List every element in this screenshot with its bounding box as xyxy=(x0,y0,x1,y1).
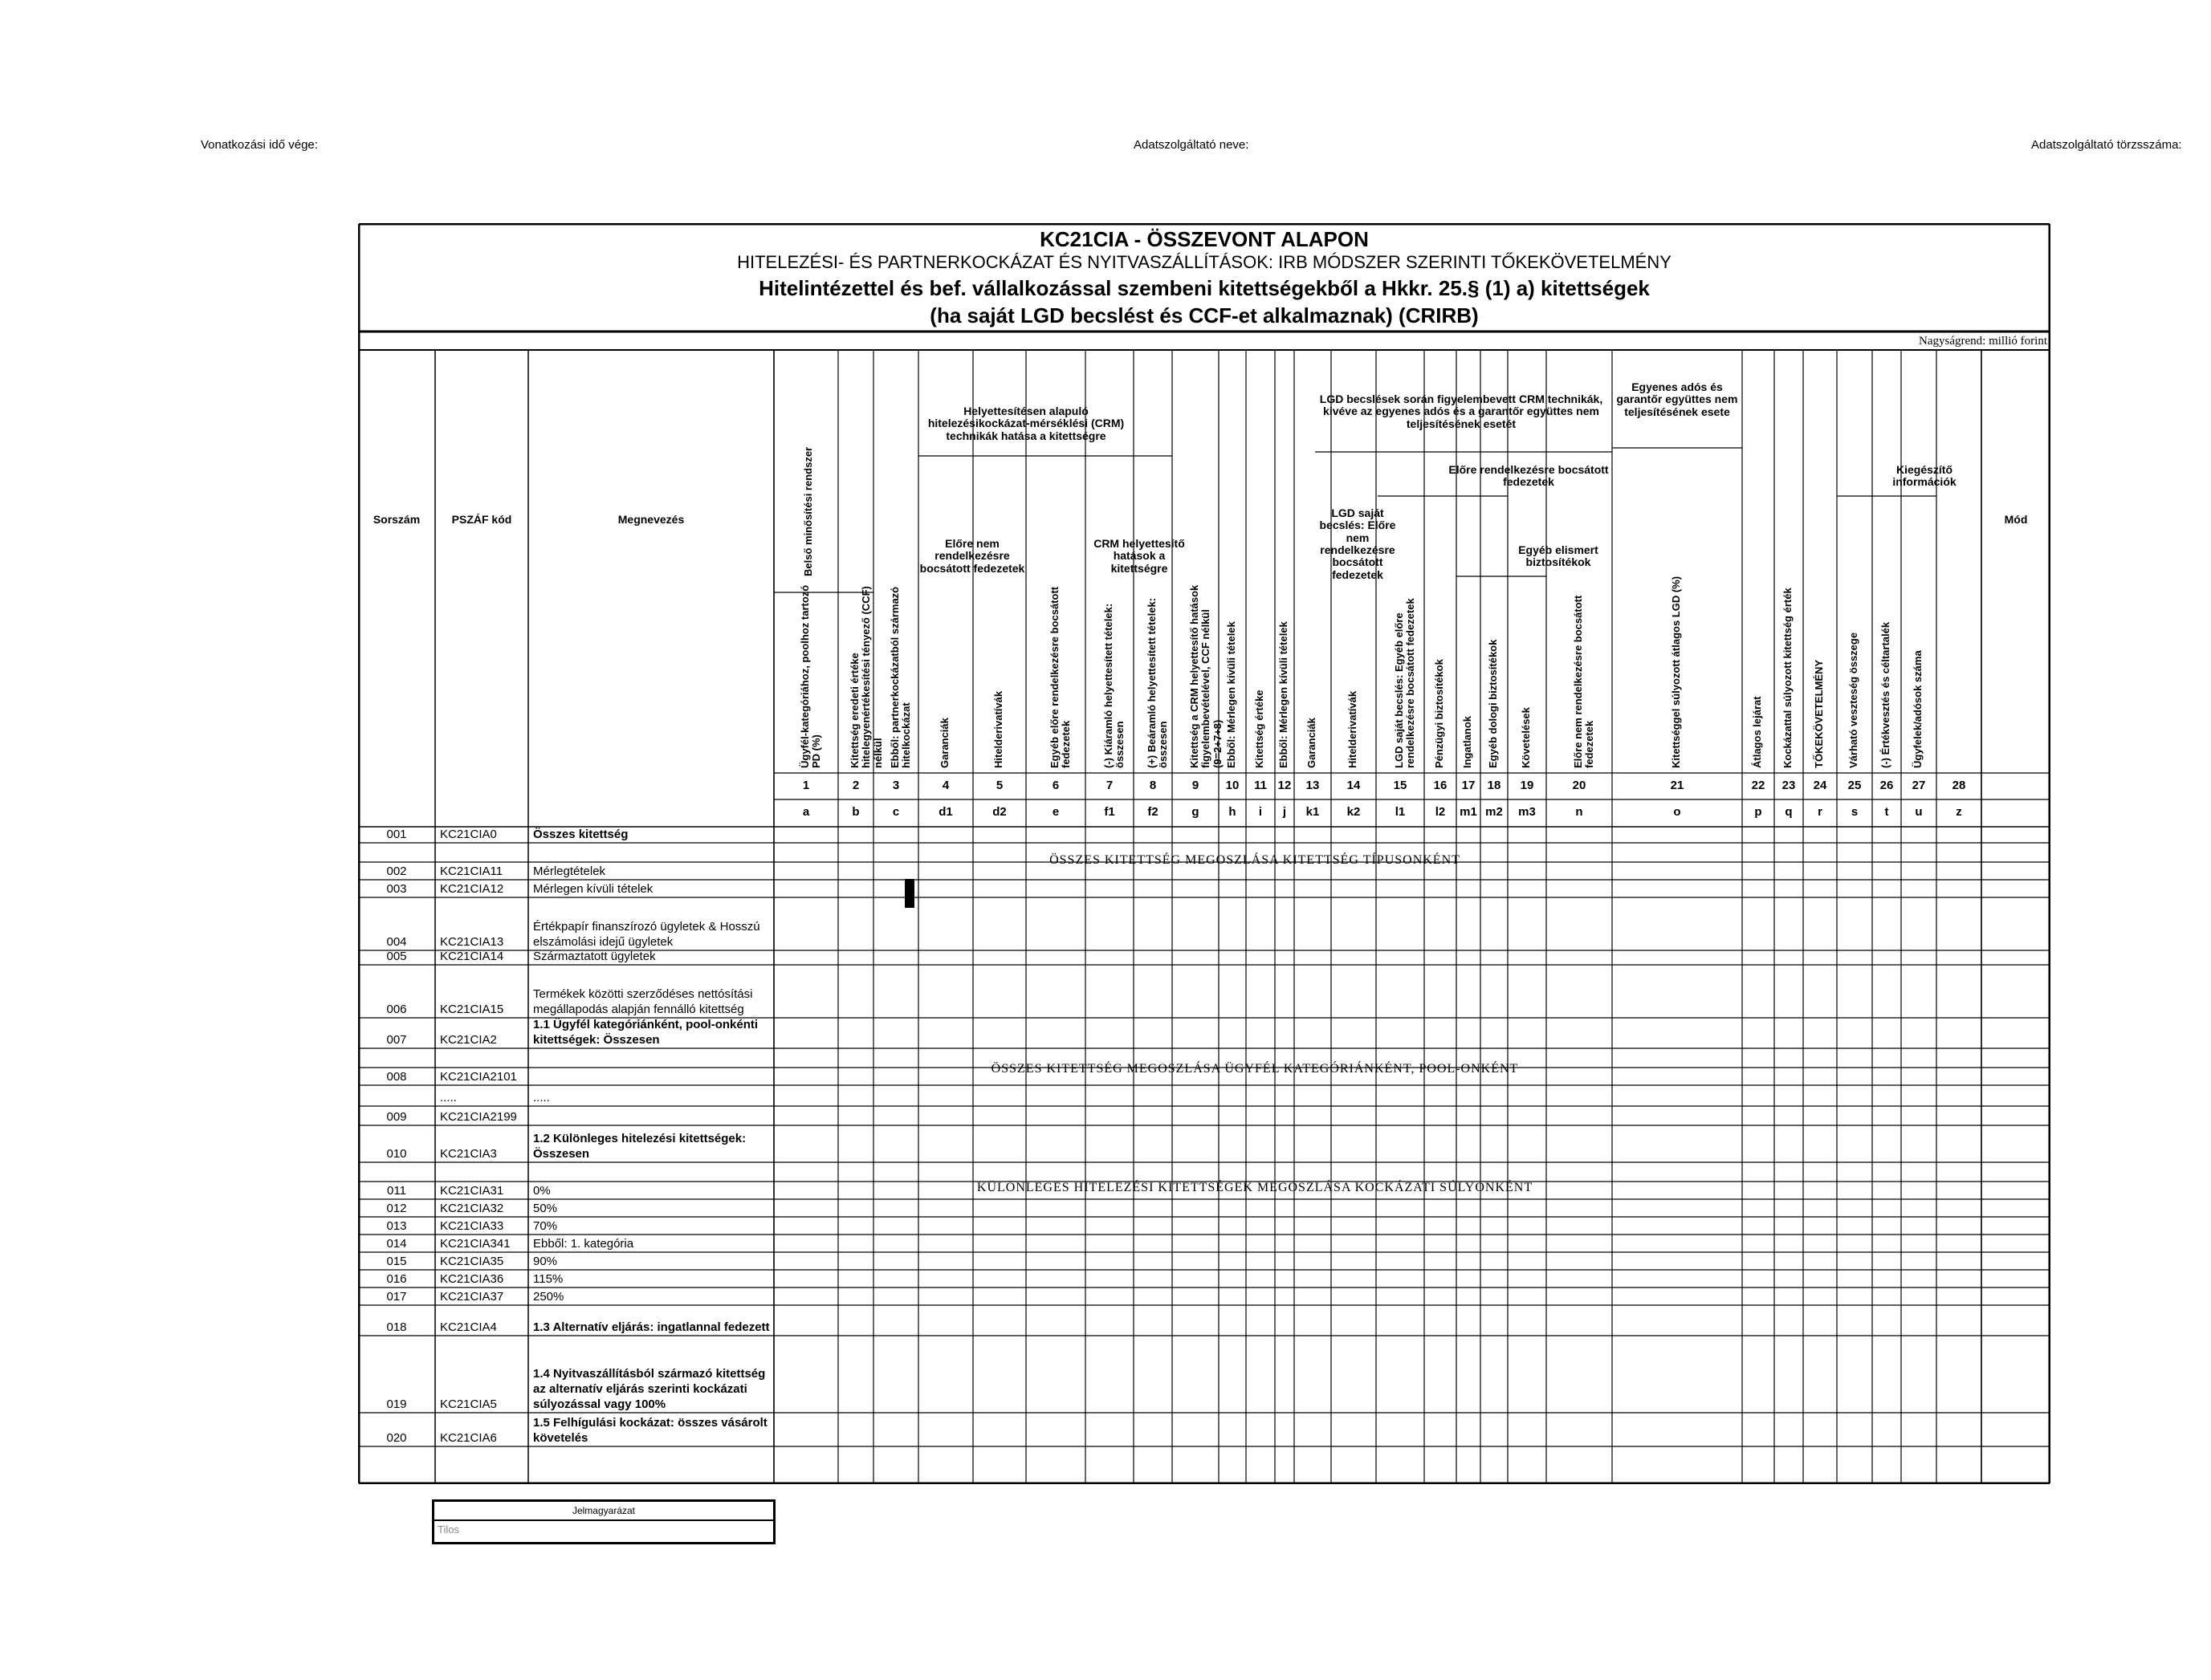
report-form xyxy=(358,223,2050,1484)
column-header-25: Várható veszteség összege xyxy=(1847,632,1859,768)
column-code-m3: m3 xyxy=(1518,805,1536,819)
row-number: 015 xyxy=(386,1255,407,1268)
header-pszaf-kod: PSZÁF kód xyxy=(451,513,512,527)
column-header-27: Ügyfelek/adósok száma xyxy=(1912,650,1924,768)
form-subtitle: HITELEZÉSI- ÉS PARTNERKOCKÁZAT ÉS NYITVASZÁLLÍTÁSOK: IRB MÓDSZER SZERINTI TŐKEKÖVETELMÉNY xyxy=(737,252,1671,272)
column-header-15: LGD saját becslés: Egyéb előre rendelkezésre bocsátott fedezetek xyxy=(1393,598,1417,768)
column-code-a: a xyxy=(802,805,810,819)
row-name: Mérlegtételek xyxy=(533,864,606,878)
column-header-21: Kitettséggel súlyozott átlagos LGD (%) xyxy=(1670,576,1682,768)
column-number-23: 23 xyxy=(1781,779,1796,792)
column-code-n: n xyxy=(1575,805,1583,819)
row-number: 009 xyxy=(386,1110,407,1124)
row-number: 016 xyxy=(386,1272,407,1286)
column-code-r: r xyxy=(1818,805,1822,819)
form-subtitle-2: Hitelintézettel és bef. vállalkozással szembeni kitettségekből a Hkkr. 25.§ (1) a) kitettségek xyxy=(759,276,1650,300)
column-header-12: Ebből: Mérlegen kívüli tételek xyxy=(1277,621,1289,768)
row-code: KC21CIA13 xyxy=(440,935,504,949)
row-number: 012 xyxy=(386,1202,407,1215)
section-header-specialised-lending: KÜLÖNLEGES HITELEZÉSI KITETTSÉGEK MEGOSZLÁSA KOCKÁZATI SÚLYONKÉNT xyxy=(976,1181,1533,1194)
column-code-c: c xyxy=(892,805,900,819)
column-number-9: 9 xyxy=(1191,779,1199,792)
column-number-4: 4 xyxy=(942,779,950,792)
column-number-13: 13 xyxy=(1305,779,1320,792)
column-number-6: 6 xyxy=(1052,779,1060,792)
column-header-10: Ebből: Mérlegen kívüli tételek xyxy=(1225,621,1237,768)
column-header-17: Ingatlanok xyxy=(1461,715,1473,768)
row-code: KC21CIA12 xyxy=(440,882,504,896)
header-group-unfunded: Előre nem rendelkezésre bocsátott fedezetek xyxy=(919,536,1025,575)
row-name: 250% xyxy=(533,1290,564,1304)
column-header-9: Kitettség a CRM helyettesítő hatások figyelembevételével, CCF nélkül (9=2+7+8) xyxy=(1188,584,1224,768)
column-code-p: p xyxy=(1754,805,1762,819)
column-code-b: b xyxy=(852,805,860,819)
column-header-1: Ügyfél-kategóriához, poolhoz tartozó PD (%) xyxy=(799,584,823,768)
column-header-4: Garanciák xyxy=(939,718,951,768)
row-code: KC21CIA32 xyxy=(440,1202,504,1215)
row-code: KC21CIA11 xyxy=(440,864,503,878)
row-code: KC21CIA36 xyxy=(440,1272,504,1286)
column-header-20: Előre nem rendelkezésre bocsátott fedezetek xyxy=(1572,595,1596,768)
form-subtitle-3: (ha saját LGD becslést és CCF-et alkalmaznak) (CRIRB) xyxy=(930,303,1479,327)
column-code-f1: f1 xyxy=(1104,805,1115,819)
header-group-crm: Helyettesítésen alapuló hitelezésikockázat-mérséklési (CRM) technikák hatása a kitettségre xyxy=(927,404,1125,442)
row-number: 011 xyxy=(387,1184,406,1198)
row-name: 70% xyxy=(533,1219,558,1233)
row-name: Ebből: 1. kategória xyxy=(533,1237,634,1251)
row-code: ..... xyxy=(440,1091,457,1104)
column-number-2: 2 xyxy=(852,779,860,792)
header-group-double-default: Egyenes adós és garantőr együttes nem teljesítésének esete xyxy=(1616,380,1738,418)
row-name: Származtatott ügyletek xyxy=(533,950,656,963)
column-header-7: (-) Kiáramló helyettesített tételek: összesen xyxy=(1102,603,1126,768)
legend-title: Jelmagyarázat xyxy=(434,1502,773,1521)
row-code: KC21CIA4 xyxy=(440,1320,497,1334)
column-code-m2: m2 xyxy=(1485,805,1503,819)
row-code: KC21CIA33 xyxy=(440,1219,504,1233)
column-code-l2: l2 xyxy=(1435,805,1446,819)
column-number-24: 24 xyxy=(1813,779,1827,792)
column-number-22: 22 xyxy=(1751,779,1765,792)
row-number: 003 xyxy=(386,882,407,896)
column-number-28: 28 xyxy=(1952,779,1966,792)
row-name: 1.2 Különleges hitelezési kitettségek: Összesen xyxy=(533,1132,747,1161)
row-code: KC21CIA14 xyxy=(440,950,504,963)
column-code-k2: k2 xyxy=(1346,805,1361,819)
column-number-10: 10 xyxy=(1225,779,1240,792)
row-code: KC21CIA2101 xyxy=(440,1070,517,1084)
column-header-24: TŐKEKÖVETELMÉNY xyxy=(1813,659,1825,768)
column-code-d2: d2 xyxy=(992,805,1007,819)
row-code: KC21CIA37 xyxy=(440,1290,504,1304)
column-code-i: i xyxy=(1258,805,1263,819)
section-header-exposure-type: ÖSSZES KITETTSÉG MEGOSZLÁSA KITETTSÉG TÍPUSONKÉNT xyxy=(1049,853,1460,867)
column-number-21: 21 xyxy=(1670,779,1684,792)
column-code-e: e xyxy=(1052,805,1060,819)
column-number-17: 17 xyxy=(1461,779,1476,792)
row-name: 0% xyxy=(533,1184,551,1198)
column-header-16: Pénzügyi biztosítékok xyxy=(1433,659,1445,768)
column-header-8: (+) Beáramló helyettesített tételek: összesen xyxy=(1146,597,1170,768)
column-code-t: t xyxy=(1884,805,1889,819)
column-number-18: 18 xyxy=(1487,779,1501,792)
row-code: KC21CIA341 xyxy=(440,1237,511,1251)
column-code-k1: k1 xyxy=(1305,805,1320,819)
row-name: 90% xyxy=(533,1255,558,1268)
column-header-14: Hitelderivatívák xyxy=(1346,690,1358,768)
unit-note: Nagyságrend: millió forint xyxy=(1919,335,2047,348)
row-name: 1.3 Alternatív eljárás: ingatlannal fedezett xyxy=(533,1320,770,1334)
row-number: 013 xyxy=(386,1219,407,1233)
column-code-d1: d1 xyxy=(939,805,953,819)
legend-box xyxy=(432,1499,776,1544)
column-number-19: 19 xyxy=(1520,779,1534,792)
column-code-m1: m1 xyxy=(1460,805,1477,819)
column-code-j: j xyxy=(1282,805,1287,819)
legend-item-forbidden: Tilos xyxy=(438,1523,459,1536)
row-number: 018 xyxy=(386,1320,407,1334)
row-name: Termékek közötti szerződéses nettósítási megállapodás alapján fennálló kitettség xyxy=(533,987,753,1016)
column-header-5: Hitelderivatívák xyxy=(992,690,1004,768)
row-number: 004 xyxy=(386,935,407,949)
column-code-h: h xyxy=(1228,805,1236,819)
column-number-12: 12 xyxy=(1277,779,1292,792)
header-group-lgd-own: LGD saját becslés: Előre nem rendelkezésre bocsátott fedezetek xyxy=(1319,506,1396,581)
column-code-q: q xyxy=(1785,805,1793,819)
column-code-z: z xyxy=(1956,805,1962,819)
column-code-o: o xyxy=(1673,805,1681,819)
row-name: ..... xyxy=(533,1091,550,1104)
header-mod: Mód xyxy=(2004,513,2028,527)
column-header-11: Kitettség értéke xyxy=(1253,689,1265,768)
column-number-16: 16 xyxy=(1433,779,1448,792)
column-number-1: 1 xyxy=(802,779,810,792)
row-name: Értékpapír finanszírozó ügyletek & Hosszú elszámolási idejű ügyletek xyxy=(533,920,760,949)
row-code: KC21CIA5 xyxy=(440,1397,497,1411)
row-name: Mérlegen kívüli tételek xyxy=(533,882,654,896)
column-number-11: 11 xyxy=(1254,779,1267,792)
column-header-3: Ebből: partnerkockázatból származó hitelkockázat xyxy=(889,586,913,768)
column-header-2: Kitettség eredeti értéke hitelegyenértékesítési tényező (CCF) nélkül xyxy=(849,586,884,768)
column-number-20: 20 xyxy=(1572,779,1586,792)
row-name: 50% xyxy=(533,1202,558,1215)
column-number-25: 25 xyxy=(1847,779,1862,792)
column-header-13: Garanciák xyxy=(1305,718,1317,768)
column-number-8: 8 xyxy=(1149,779,1157,792)
column-header-23: Kockázattal súlyozott kitettség érték xyxy=(1781,588,1794,768)
row-number: 007 xyxy=(386,1033,407,1047)
section-header-obligor-grade: ÖSSZES KITETTSÉG MEGOSZLÁSA ÜGYFÉL KATEGÓRIÁNKÉNT, POOL-ONKÉNT xyxy=(991,1062,1519,1076)
form-title: KC21CIA - ÖSSZEVONT ALAPON xyxy=(1040,227,1369,251)
header-group-lgd: LGD becslések során figyelembevett CRM technikák, kivéve az egyenes adós és a garantőr együttes nem teljesítésének esetét xyxy=(1319,392,1603,430)
column-header-26: (-) Értékvesztés és céltartalék xyxy=(1879,621,1891,768)
header-sorszam: Sorszám xyxy=(373,513,421,527)
row-number: 017 xyxy=(386,1290,407,1304)
header-group-additional: Kiegészítő információk xyxy=(1892,462,1957,488)
row-code: KC21CIA0 xyxy=(440,828,497,841)
column-code-l1: l1 xyxy=(1395,805,1406,819)
row-number: 020 xyxy=(386,1431,407,1445)
row-code: KC21CIA35 xyxy=(440,1255,504,1268)
header-megnevezes: Megnevezés xyxy=(617,513,685,527)
row-code: KC21CIA31 xyxy=(440,1184,504,1198)
column-code-u: u xyxy=(1915,805,1923,819)
column-number-7: 7 xyxy=(1106,779,1114,792)
column-header-18: Egyéb dologi biztosítékok xyxy=(1487,639,1499,768)
row-code: KC21CIA6 xyxy=(440,1431,497,1445)
row-code: KC21CIA2 xyxy=(440,1033,497,1047)
header-group-crm-substitution: CRM helyettesítő hatások a kitettségre xyxy=(1093,536,1185,575)
row-number: 008 xyxy=(386,1070,407,1084)
row-code: KC21CIA3 xyxy=(440,1147,497,1161)
column-header-6: Egyéb előre rendelkezésre bocsátott fedezetek xyxy=(1048,586,1073,768)
row-number: 006 xyxy=(386,1003,407,1016)
header-group-other-collateral: Egyéb elismert biztosítékok xyxy=(1518,543,1598,568)
column-code-f2: f2 xyxy=(1147,805,1158,819)
provider-label: Adatszolgáltató neve: xyxy=(1134,138,1249,152)
column-number-27: 27 xyxy=(1912,779,1926,792)
column-code-g: g xyxy=(1191,805,1199,819)
row-name: 1.4 Nyitvaszállításból származó kitettség az alternatív eljárás szerinti kockázati súlyozással vagy 100% xyxy=(533,1367,766,1411)
register-number-label: Adatszolgáltató törzsszáma: xyxy=(2031,138,2182,152)
column-header-19: Követelések xyxy=(1520,707,1532,768)
row-number: 005 xyxy=(386,950,407,963)
column-number-26: 26 xyxy=(1879,779,1894,792)
row-name: 1.1 Ügyfél kategóriánként, pool-onkénti kitettségek: Összesen xyxy=(533,1018,759,1047)
row-code: KC21CIA2199 xyxy=(440,1110,517,1124)
column-number-14: 14 xyxy=(1346,779,1361,792)
column-number-5: 5 xyxy=(996,779,1004,792)
column-number-3: 3 xyxy=(892,779,900,792)
forbidden-cell xyxy=(905,879,914,908)
row-number: 019 xyxy=(386,1397,407,1411)
row-number: 014 xyxy=(386,1237,407,1251)
row-number: 001 xyxy=(386,828,407,841)
row-name: 1.5 Felhígulási kockázat: összes vásárolt követelés xyxy=(533,1416,768,1445)
row-name: 115% xyxy=(533,1272,564,1286)
header-group-funded: Előre rendelkezésre bocsátott fedezetek xyxy=(1448,462,1609,488)
row-name: Összes kitettség xyxy=(533,828,629,841)
row-number: 002 xyxy=(386,864,407,878)
header-group-internal-rating: Belső minősítési rendszer xyxy=(802,446,814,576)
period-label: Vonatkozási idő vége: xyxy=(201,138,318,152)
row-code: KC21CIA15 xyxy=(440,1003,504,1016)
column-code-s: s xyxy=(1851,805,1859,819)
column-number-15: 15 xyxy=(1393,779,1407,792)
row-number: 010 xyxy=(386,1147,407,1161)
column-header-22: Átlagos lejárat xyxy=(1751,696,1763,768)
